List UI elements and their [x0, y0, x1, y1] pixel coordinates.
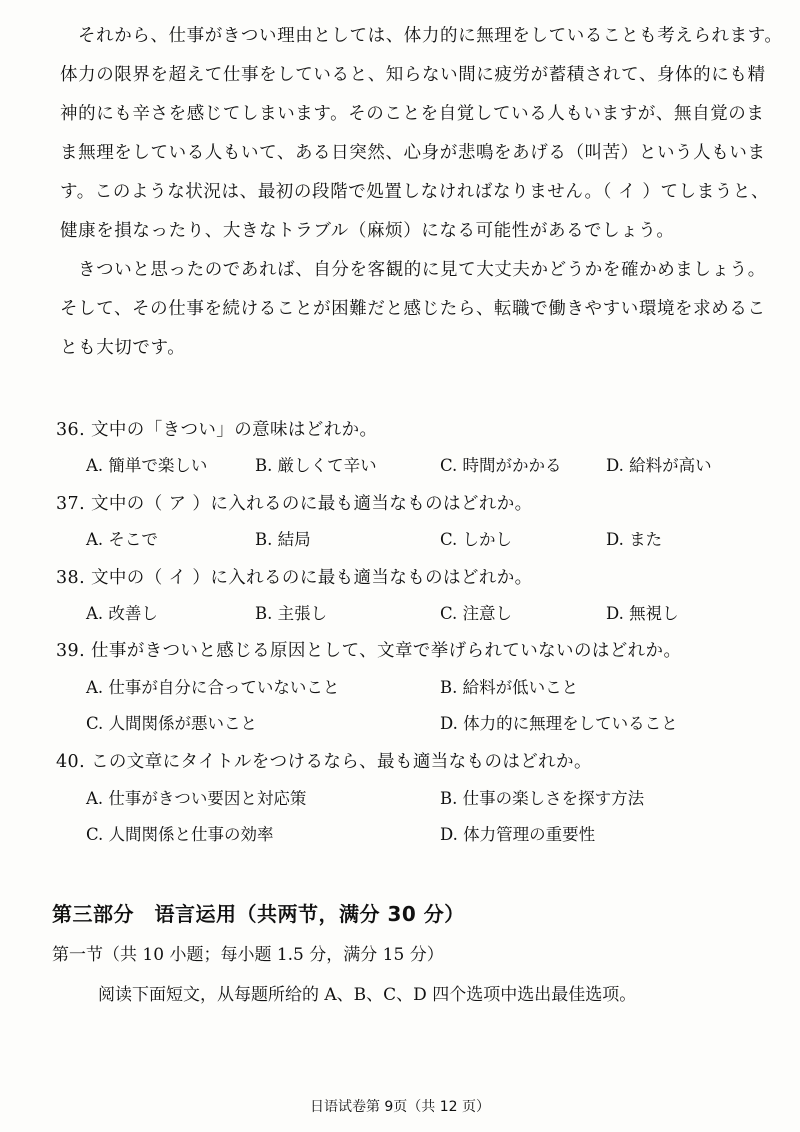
- question-36-option-d: D. 給料が高い: [606, 456, 712, 475]
- question-40-option-d: D. 体力管理の重要性: [440, 825, 596, 844]
- question-37-option-a: A. そこで: [86, 530, 158, 549]
- passage-line: それから、仕事がきつい理由としては、体力的に無理をしていることも考えられます。: [78, 26, 783, 46]
- question-37-option-d: D. また: [606, 530, 663, 549]
- question-38-option-a: A. 改善し: [86, 604, 158, 623]
- passage-line: 神的にも辛さを感じてしまいます。そのことを自覚している人もいますが、無自覚のま: [60, 104, 765, 124]
- question-39-stem: 39. 仕事がきついと感じる原因として、文章で挙げられていないのはどれか。: [56, 641, 682, 661]
- question-40-option-c: C. 人間関係と仕事の効率: [86, 825, 274, 844]
- question-38-option-b: B. 主張し: [255, 604, 328, 623]
- question-37-option-c: C. しかし: [440, 530, 513, 549]
- question-38-stem: 38. 文中の（ イ ）に入れるのに最も適当なものはどれか。: [56, 568, 533, 588]
- question-36-option-b: B. 厳しくて辛い: [255, 456, 377, 475]
- passage-line: 健康を損なったり、大きなトラブル（麻烦）になる可能性があるでしょう。: [60, 221, 675, 241]
- passage-line: ま無理をしている人もいて、ある日突然、心身が悲鳴をあげる（叫苦）という人もいま: [60, 143, 766, 163]
- question-36-option-a: A. 簡単で楽しい: [86, 456, 208, 475]
- question-39-option-a: A. 仕事が自分に合っていないこと: [86, 678, 340, 697]
- question-36-option-c: C. 時間がかかる: [440, 456, 562, 475]
- passage-line: 体力の限界を超えて仕事をしていると、知らない間に疲労が蓄積されて、身体的にも精: [60, 65, 766, 85]
- passage-line: とも大切です。: [60, 338, 186, 358]
- question-40-option-b: B. 仕事の楽しさを探す方法: [440, 789, 645, 808]
- question-40-option-a: A. 仕事がきつい要因と対応策: [86, 789, 307, 808]
- page-footer: 日语试卷第 9页（共 12 页）: [309, 1099, 491, 1115]
- question-40-stem: 40. この文章にタイトルをつけるなら、最も適当なものはどれか。: [56, 752, 592, 772]
- passage-line: きついと思ったのであれば、自分を客観的に見て大丈夫かどうかを確かめましょう。: [78, 260, 766, 280]
- section-instruction: 阅读下面短文，从每题所给的 A、B、C、D 四个选项中选出最佳选项。: [98, 985, 637, 1005]
- question-39-option-b: B. 給料が低いこと: [440, 678, 579, 697]
- question-36-stem: 36. 文中の「きつい」の意味はどれか。: [56, 420, 378, 440]
- passage-paragraph-2: [60, 251, 766, 368]
- question-39-option-d: D. 体力的に無理をしていること: [440, 714, 678, 733]
- question-37-stem: 37. 文中の（ ア ）に入れるのに最も適当なものはどれか。: [56, 494, 533, 514]
- question-38-option-c: C. 注意し: [440, 604, 513, 623]
- passage-paragraph-1: [60, 17, 783, 251]
- section-subtitle: 第一节（共 10 小题；每小题 1.5 分，满分 15 分）: [52, 945, 444, 965]
- question-38-option-d: D. 無視し: [606, 604, 679, 623]
- section-title: 第三部分 语言运用（共两节，满分 30 分）: [52, 902, 465, 926]
- question-39-option-c: C. 人間関係が悪いこと: [86, 714, 258, 733]
- passage-line: そして、その仕事を続けることが困難だと感じたら、転職で働きやすい環境を求めるこ: [60, 299, 766, 319]
- question-37-option-b: B. 結局: [255, 530, 311, 549]
- passage-line: す。このような状況は、最初の段階で処置しなければなりません。（ イ ）てしまうと、: [60, 182, 770, 202]
